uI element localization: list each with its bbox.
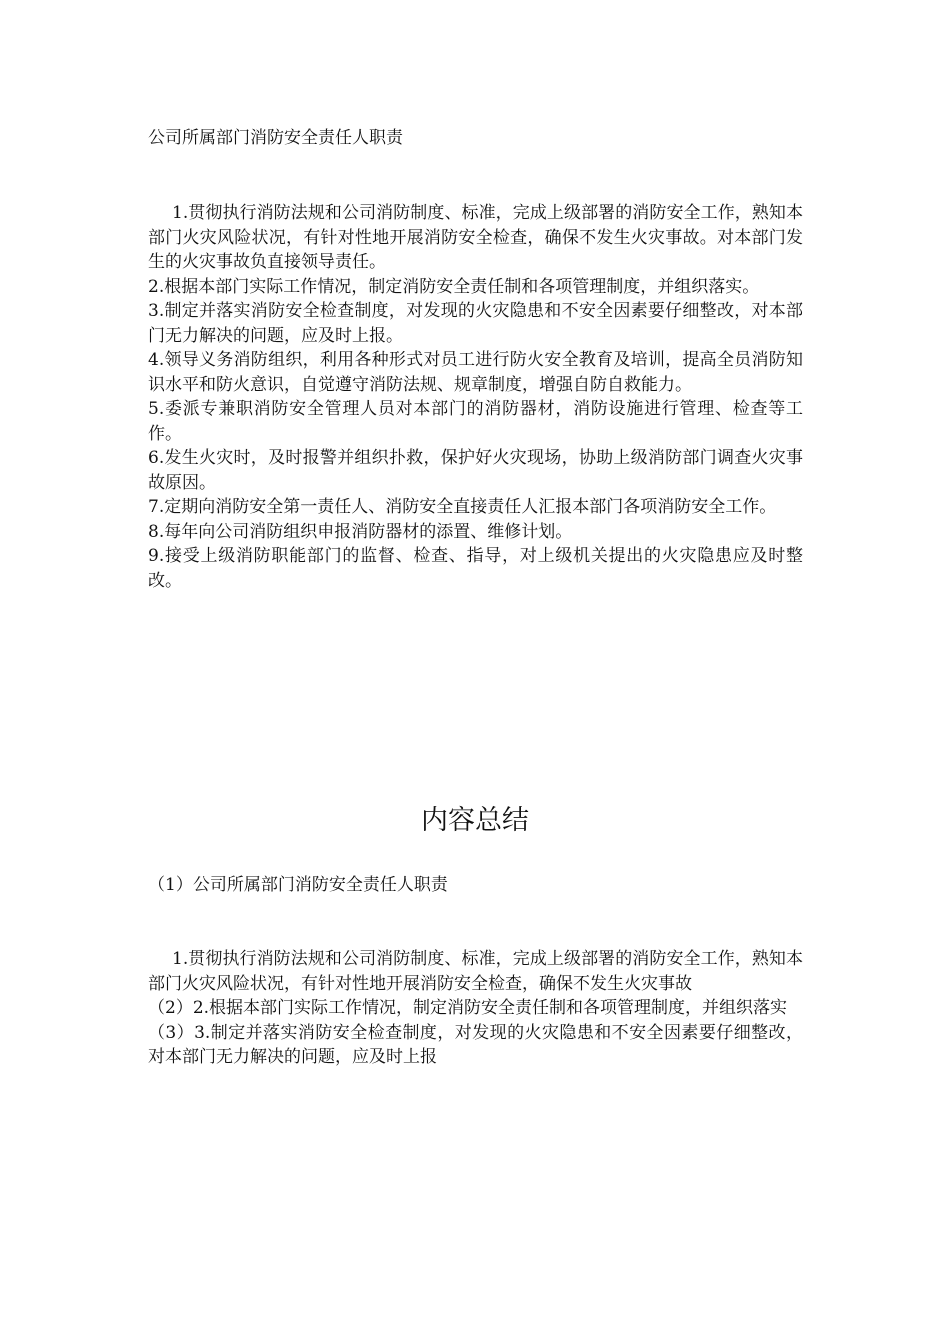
responsibility-item-7: 7.定期向消防安全第一责任人、消防安全直接责任人汇报本部门各项消防安全工作。 <box>148 497 777 517</box>
summary-item-1-title: （1）公司所属部门消防安全责任人职责 <box>148 875 448 895</box>
responsibility-item-6: 6.发生火灾时，及时报警并组织扑救，保护好火灾现场，协助上级消防部门调查火灾事故原因。 <box>148 448 803 493</box>
summary-item-1-text: 1.贯彻执行消防法规和公司消防制度、标准，完成上级部署的消防安全工作，熟知本部门火灾风险状况，有针对性地开展消防安全检查，确保不发生火灾事故 <box>148 949 803 994</box>
responsibility-item-3: 3.制定并落实消防安全检查制度，对发现的火灾隐患和不安全因素要仔细整改，对本部门无力解决的问题，应及时上报。 <box>148 301 803 346</box>
summary-heading: 内容总结 <box>421 805 529 836</box>
responsibility-item-2: 2.根据本部门实际工作情况，制定消防安全责任制和各项管理制度，并组织落实。 <box>148 276 760 297</box>
responsibility-list <box>148 201 803 593</box>
responsibility-item-5: 5.委派专兼职消防安全管理人员对本部门的消防器材，消防设施进行管理、检查等工作。 <box>148 399 803 444</box>
summary-list <box>148 947 803 1070</box>
summary-item-3: （3）3.制定并落实消防安全检查制度，对发现的火灾隐患和不安全因素要仔细整改，对本部门无力解决的问题，应及时上报 <box>148 1022 803 1067</box>
document-title: 公司所属部门消防安全责任人职责 <box>148 128 403 148</box>
responsibility-item-9: 9.接受上级消防职能部门的监督、检查、指导，对上级机关提出的火灾隐患应及时整改。 <box>148 546 803 591</box>
responsibility-item-4: 4.领导义务消防组织，利用各种形式对员工进行防火安全教育及培训，提高全员消防知识水平和防火意识，自觉遵守消防法规、规章制度，增强自防自救能力。 <box>148 350 803 395</box>
summary-item-2: （2）2.根据本部门实际工作情况，制定消防安全责任制和各项管理制度，并组织落实 <box>148 998 788 1018</box>
responsibility-item-8: 8.每年向公司消防组织申报消防器材的添置、维修计划。 <box>148 521 573 542</box>
responsibility-item-1: 1.贯彻执行消防法规和公司消防制度、标准，完成上级部署的消防安全工作，熟知本部门火灾风险状况，有针对性地开展消防安全检查，确保不发生火灾事故。对本部门发生的火灾事故负直接领导责任。 <box>148 203 803 272</box>
